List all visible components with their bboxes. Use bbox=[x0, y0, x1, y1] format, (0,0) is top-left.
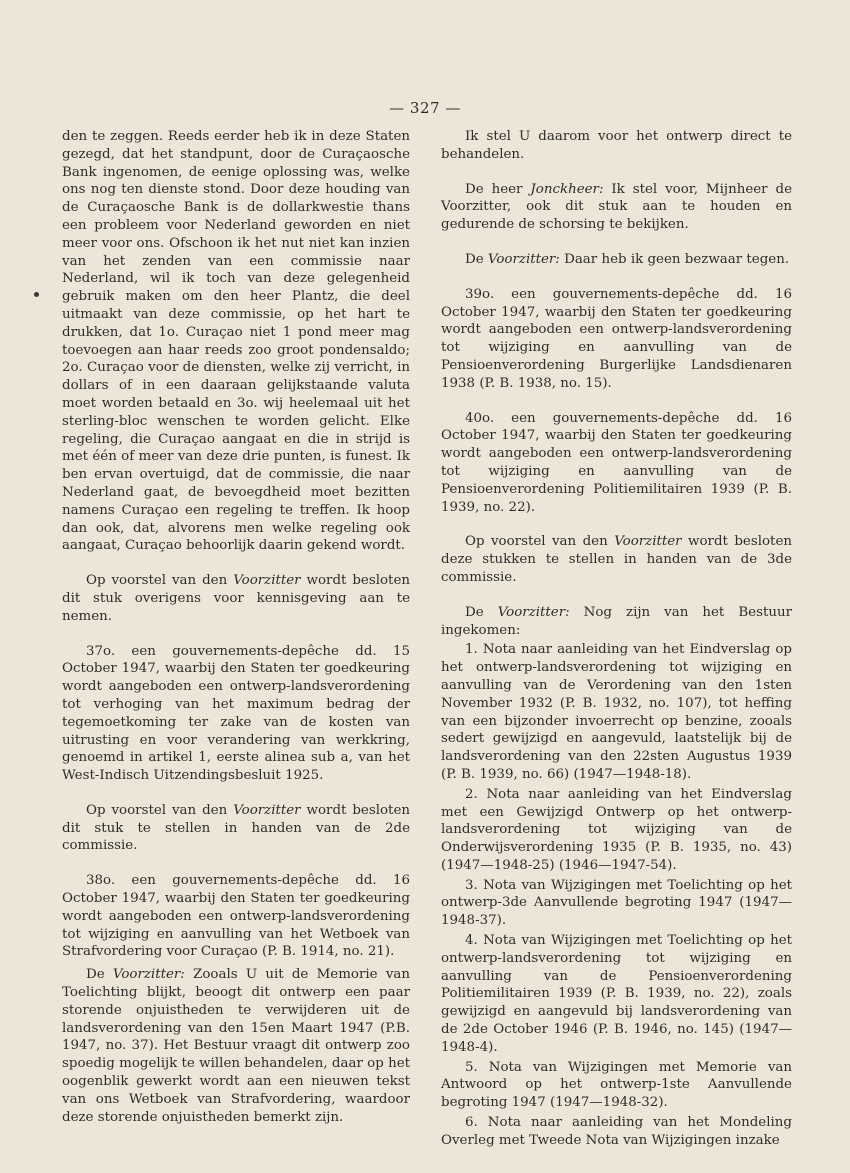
paragraph: den te zeggen. Reeds eerder heb ik in deze Staten gezegd, dat het standpunt, door de Curaçaosche Bank ingenomen, de eenige oplossing was, welke ons nog ten dienste stond. Door deze houding van de Curaçaosche Bank is de dollarkwestie thans een probleem voor Nederland geworden en niet meer voor ons. Ofschoon ik het nut niet kan inzien van het zenden van een commissie naar Nederland, wil ik toch van deze gelegenheid gebruik maken om den heer Plantz, die deel uitmaakt van deze commissie, op het hart te drukken, dat 1o. Curaçao niet 1 pond meer mag toevoegen aan haar reeds zoo groot pondensaldo; 2o. Curaçao voor de diensten, welke zij verricht, in dollars of in een daaraan gelijkstaande valuta moet worden betaald en 3o. wij heelemaal uit het sterling-bloc wenschen te worden gelicht. Elke regeling, die Curaçao aangaat en die in strijd is met één of meer van deze drie punten, is funest. Ik ben ervan overtuigd, dat de commissie, die naar Nederland gaat, de bevoegdheid moet bezitten namens Curaçao een regeling te treffen. Ik hoop dan ook, dat, alvorens men welke regeling ook aangaat, Curaçao behoorlijk daarin gekend wordt. bbox=[62, 129, 410, 554]
paragraph: De Voorzitter: Daar heb ik geen bezwaar tegen. bbox=[465, 251, 790, 267]
page-number: — 327 — bbox=[389, 99, 461, 117]
list-item: 4. Nota van Wijzigingen met Toelichting op het ontwerp-landsverordening tot wijziging en aanvulling van de Pensioenverordening Politiemilitairen 1939 (P. B. 1939, no. 22), zoals gewijzigd en aangevuld bij landsverordening van de 2de October 1946 (P. B. 1946, no. 145) (1947—1948-4). bbox=[441, 933, 792, 1055]
agenda-item-38: 38o. een gouvernements-depêche dd. 16 October 1947, waarbij den Staten ter goedkeuring wordt aangeboden een ontwerp-landsverordening tot wijziging en aanvulling van het Wetboek van Strafvordering voor Curaçao (P. B. 1914, no. 21). bbox=[62, 873, 410, 960]
paragraph: De Voorzitter: Zooals U uit de Memorie van Toelichting blijkt, beoogt dit ontwerp een paar storende onjuistheden te verwijderen uit de landsverordening van den 15en Maart 1947 (P.B. 1947, no. 37). Het Bestuur vraagt dit ontwerp zoo spoedig mogelijk te willen behandelen, daar op het oogenblik gewerkt wordt aan een nieuwen tekst van ons Wetboek van Strafvordering, waardoor deze storende onjuistheden bemerkt zijn. bbox=[62, 967, 410, 1125]
paragraph: De Voorzitter: Nog zijn van het Bestuur ingekomen: bbox=[441, 604, 792, 638]
margin-dot bbox=[34, 292, 39, 297]
paragraph: Op voorstel van den Voorzitter wordt besloten deze stukken te stellen in handen van de 3de commissie. bbox=[441, 534, 792, 585]
list-item: 6. Nota naar aanleiding van het Mondeling Overleg met Tweede Nota van Wijzigingen inzake bbox=[441, 1115, 792, 1148]
paragraph: Op voorstel van den Voorzitter wordt besloten dit stuk te stellen in handen van de 2de commissie. bbox=[62, 802, 410, 854]
list-item: 3. Nota van Wijzigingen met Toelichting op het ontwerp-3de Aanvullende begroting 1947 (1947—1948-37). bbox=[441, 877, 792, 929]
paragraph: Op voorstel van den Voorzitter wordt besloten dit stuk overigens voor kennisgeving aan te nemen. bbox=[62, 573, 410, 624]
agenda-item-37: 37o. een gouvernements-depêche dd. 15 October 1947, waarbij den Staten ter goedkeuring wordt aangeboden een ontwerp-landsverordening tot verhoging van het maximum bedrag der tegemoetkoming ter zake van de kosten van uitrusting en voor verandering van werkkring, genoemd in artikel 1, eerste alinea sub a, van het West-Indisch Uitzendingsbesluit 1925. bbox=[62, 643, 410, 784]
paragraph: Ik stel U daarom voor het ontwerp direct te behandelen. bbox=[441, 129, 792, 162]
right-column bbox=[441, 128, 792, 1150]
list-item: 2. Nota naar aanleiding van het Eindverslag met een Gewijzigd Ontwerp op het ontwerp-landsverordening tot wijziging van de Onderwijsverordening 1935 (P. B. 1935, no. 43) (1947—1948-25) (1946—1947-54). bbox=[441, 786, 792, 873]
agenda-item-39: 39o. een gouvernements-depêche dd. 16 October 1947, waarbij den Staten ter goedkeuring wordt aangeboden een ontwerp-landsverordening tot wijziging en aanvulling van de Pensioenverordening Burgerlijke Landsdienaren 1938 (P. B. 1938, no. 15). bbox=[441, 286, 792, 391]
agenda-item-40: 40o. een gouvernements-depêche dd. 16 October 1947, waarbij den Staten ter goedkeuring wordt aangeboden een ontwerp-landsverordening tot wijziging en aanvulling van de Pensioenverordening Politiemilitairen 1939 (P. B. 1939, no. 22). bbox=[441, 410, 792, 515]
list-item: 1. Nota naar aanleiding van het Eindverslag op het ontwerp-landsverordening tot wijziging en aanvulling van de Verordening van den 1sten November 1932 (P. B. 1932, no. 107), tot heffing van een bijzonder invoerrecht op benzine, zooals sedert gewijzigd en aangevuld, laatstelijk bij de landsverordening van den 22sten Augustus 1939 (P. B. 1939, no. 66) (1947—1948-18). bbox=[441, 642, 792, 782]
list-item: 5. Nota van Wijzigingen met Memorie van Antwoord op het ontwerp-1ste Aanvullende begroting 1947 (1947—1948-32). bbox=[441, 1059, 792, 1111]
paragraph: De heer Jonckheer: Ik stel voor, Mijnheer de Voorzitter, ook dit stuk aan te houden en gedurende de schorsing te bekijken. bbox=[441, 181, 792, 233]
left-column bbox=[62, 128, 410, 1126]
